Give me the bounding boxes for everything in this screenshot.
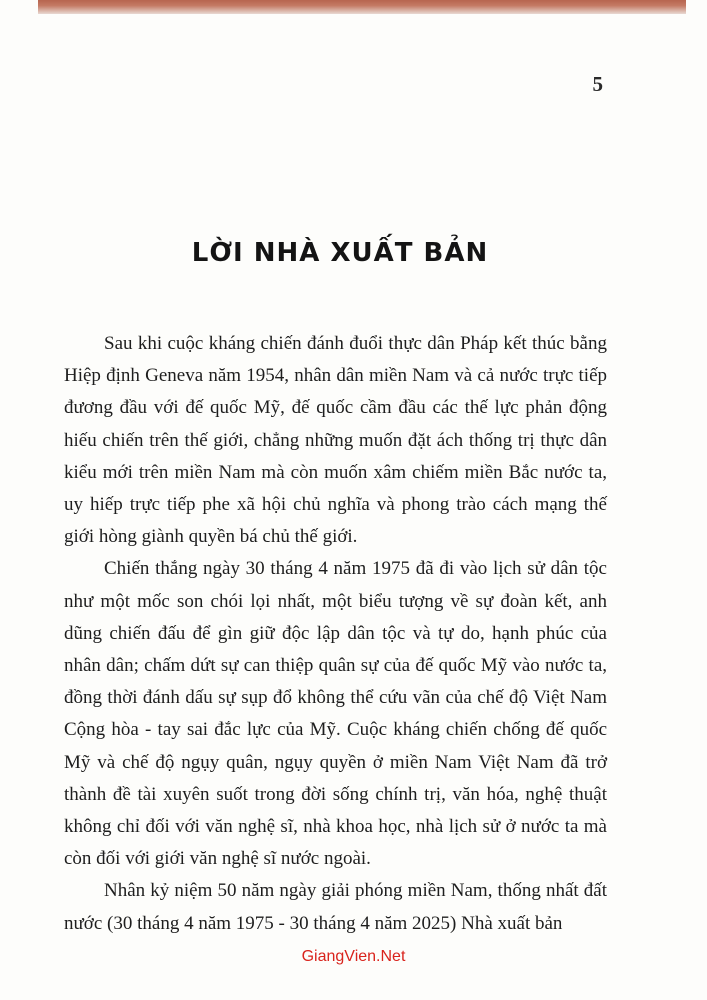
- paragraph: Nhân kỷ niệm 50 năm ngày giải phóng miền Nam, thống nhất đất nước (30 tháng 4 năm 1975 - 30 tháng 4 năm 2025) Nhà xuất bản: [64, 880, 607, 934]
- body-text: [64, 328, 607, 940]
- page-top-edge: [38, 0, 686, 14]
- paragraph: Sau khi cuộc kháng chiến đánh đuổi thực dân Pháp kết thúc bằng Hiệp định Geneva năm 1954, nhân dân miền Nam và cả nước trực tiếp đương đầu với đế quốc Mỹ, đế quốc cầm đầu các thế lực phản động hiếu chiến trên thế giới, chẳng những muốn đặt ách thống trị thực dân kiểu mới trên miền Nam mà còn muốn xâm chiếm miền Bắc nước ta, uy hiếp trực tiếp phe xã hội chủ nghĩa và phong trào cách mạng thế giới hòng giành quyền bá chủ thế giới.: [64, 333, 607, 548]
- paragraph: Chiến thắng ngày 30 tháng 4 năm 1975 đã đi vào lịch sử dân tộc như một mốc son chói lọi nhất, một biểu tượng về sự đoàn kết, anh dũng chiến đấu để gìn giữ độc lập dân tộc và tự do, hạnh phúc của nhân dân; chấm dứt sự can thiệp quân sự của đế quốc Mỹ vào nước ta, đồng thời đánh dấu sự sụp đổ không thể cứu vãn của chế độ Việt Nam Cộng hòa - tay sai đắc lực của Mỹ. Cuộc kháng chiến chống đế quốc Mỹ và chế độ ngụy quân, ngụy quyền ở miền Nam Việt Nam đã trở thành đề tài xuyên suốt trong đời sống chính trị, văn hóa, nghệ thuật không chỉ đối với văn nghệ sĩ, nhà khoa học, nhà lịch sử ở nước ta mà còn đối với giới văn nghệ sĩ nước ngoài.: [64, 558, 607, 870]
- page-title: LỜI NHÀ XUẤT BẢN: [191, 238, 489, 268]
- page-number: 5: [592, 72, 603, 96]
- watermark-link[interactable]: GiangVien.Net: [301, 948, 406, 965]
